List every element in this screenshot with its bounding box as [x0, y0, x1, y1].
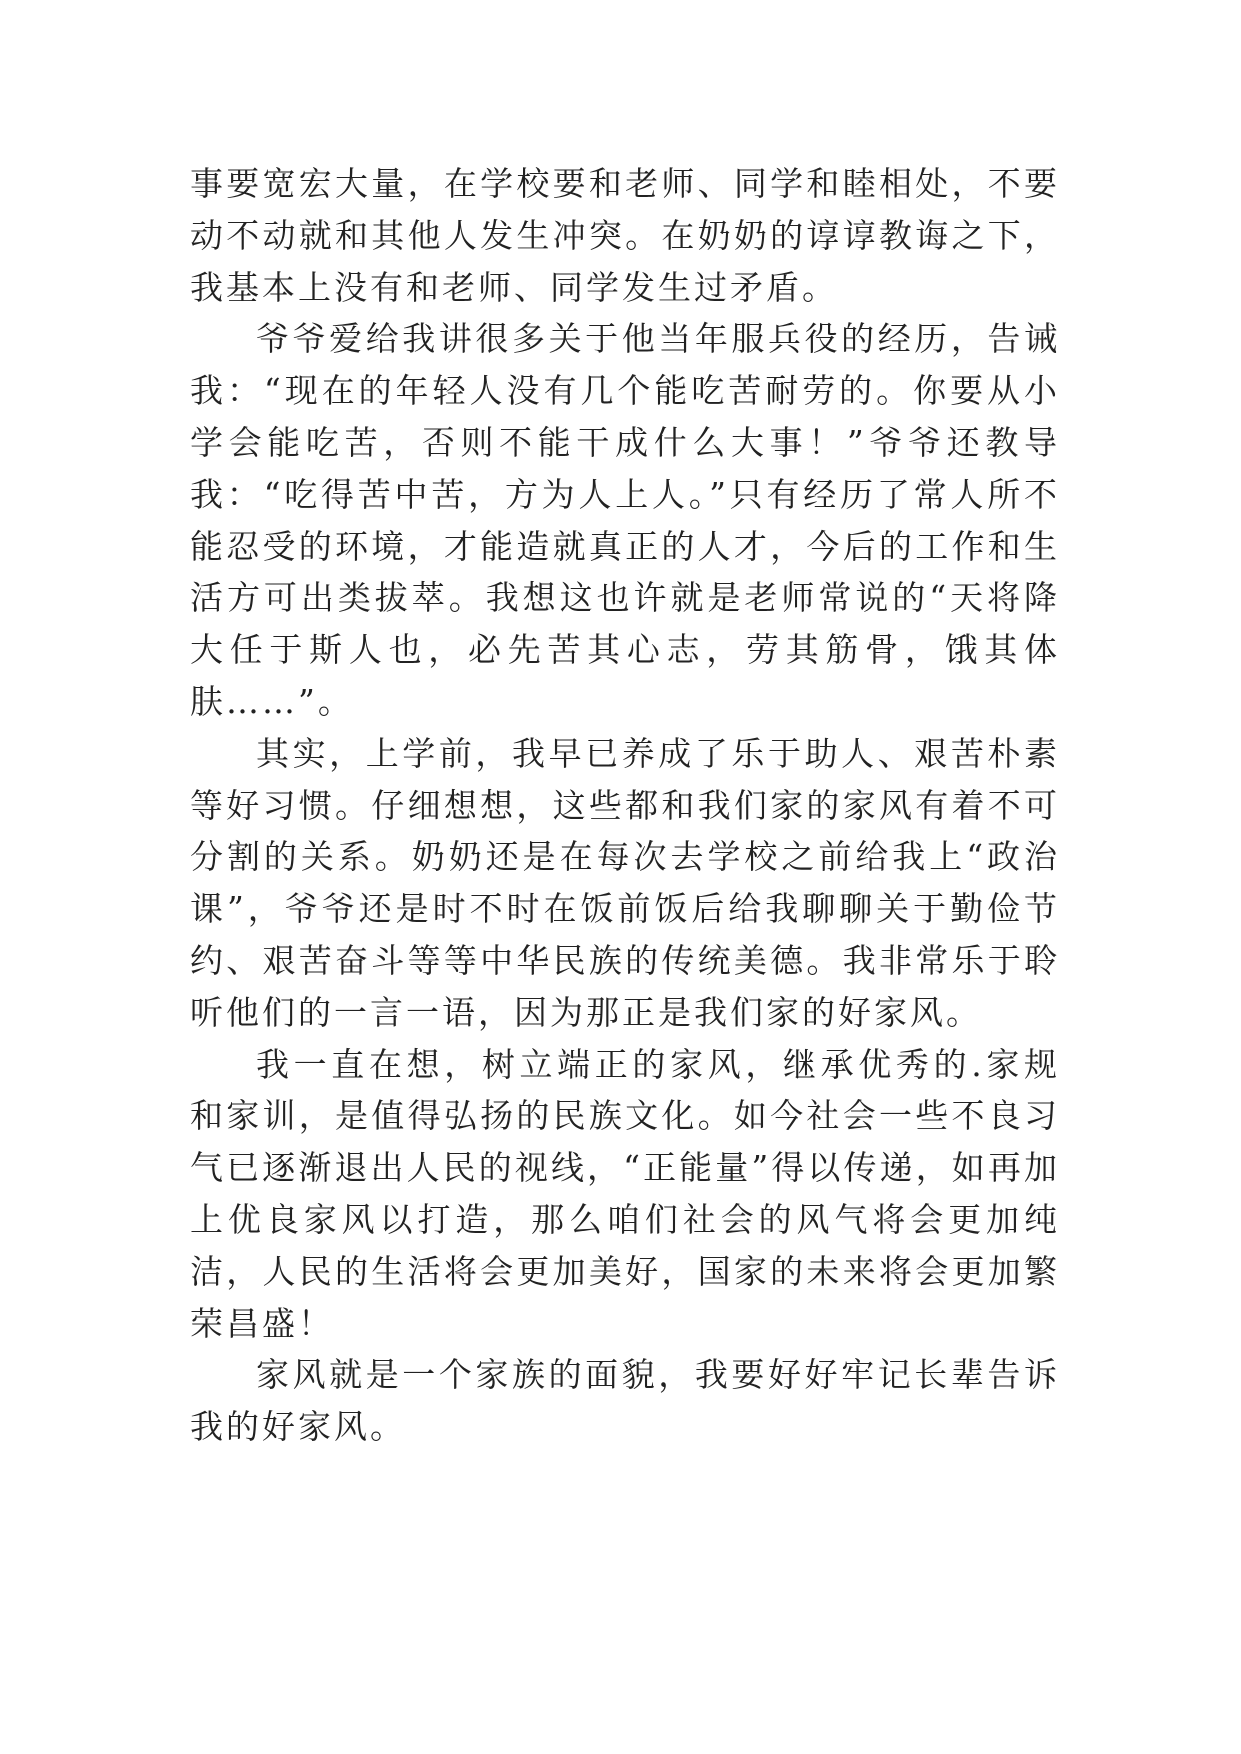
- paragraph-family-culture: 我一直在想，树立端正的家风，继承优秀的.家规和家训，是值得弘扬的民族文化。如今社会一些不良习气已逐渐退出人民的视线，“正能量”得以传递，如再加上优良家风以打造，那么咱们社会的风气将会更加纯洁，人民的生活将会更加美好，国家的未来将会更加繁荣昌盛！: [190, 1044, 1060, 1343]
- document-body: [190, 158, 1060, 1453]
- paragraph-grandfather-teaching: 爷爷爱给我讲很多关于他当年服兵役的经历，告诫我：“现在的年轻人没有几个能吃苦耐劳的。你要从小学会能吃苦，否则不能干成什么大事！”爷爷还教导我：“吃得苦中苦，方为人上人。”只有经历了常人所不能忍受的环境，才能造就真正的人才，今后的工作和生活方可出类拔萃。我想这也许就是老师常说的“天将降大任于斯人也，必先苦其心志，劳其筋骨，饿其体肤……”。: [190, 319, 1060, 721]
- paragraph-continuation: 事要宽宏大量，在学校要和老师、同学和睦相处，不要动不动就和其他人发生冲突。在奶奶的谆谆教诲之下，我基本上没有和老师、同学发生过矛盾。: [190, 164, 1060, 307]
- paragraph-good-habits: 其实，上学前，我早已养成了乐于助人、艰苦朴素等好习惯。仔细想想，这些都和我们家的家风有着不可分割的关系。奶奶还是在每次去学校之前给我上“政治课”，爷爷还是时不时在饭前饭后给我聊聊关于勤俭节约、艰苦奋斗等等中华民族的传统美德。我非常乐于聆听他们的一言一语，因为那正是我们家的好家风。: [190, 733, 1060, 1032]
- paragraph-conclusion: 家风就是一个家族的面貌，我要好好牢记长辈告诉我的好家风。: [190, 1355, 1060, 1447]
